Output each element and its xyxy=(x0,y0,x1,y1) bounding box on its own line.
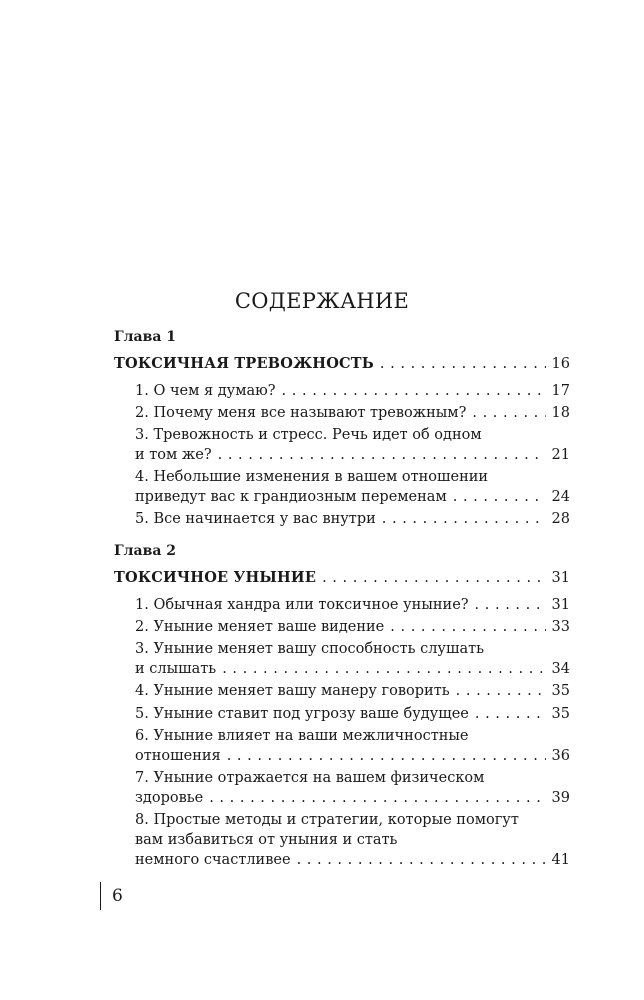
toc-entry-text: 2. Почему меня все называют тревожным? xyxy=(135,405,467,421)
toc-entry-text: 1. О чем я думаю? xyxy=(135,383,276,399)
toc-entry-page: 35 xyxy=(551,706,570,722)
toc-entry-page: 31 xyxy=(551,597,570,613)
toc-entry-2-4[interactable] xyxy=(135,682,570,701)
dot-leader xyxy=(282,382,546,401)
toc-entry-2-7-line-1: 7. Уныние отражается на вашем физическом xyxy=(135,770,485,786)
toc-entry-text: 5. Все начинается у вас внутри xyxy=(135,511,376,527)
toc-entry-page: 24 xyxy=(551,489,570,505)
toc-entry-2-1[interactable] xyxy=(135,596,570,615)
toc-entry-text: отношения xyxy=(135,748,221,764)
page-number: 6 xyxy=(112,886,123,906)
toc-entry-2-7[interactable] xyxy=(135,789,570,808)
toc-entry-2-3-line-1: 3. Уныние меняет вашу способность слушать xyxy=(135,641,484,657)
toc-entry-2-8-line-1: 8. Простые методы и стратегии, которые помогут xyxy=(135,812,519,828)
toc-entry-text: 1. Обычная хандра или токсичное уныние? xyxy=(135,597,469,613)
dot-leader xyxy=(297,851,546,870)
dot-leader xyxy=(382,510,546,529)
toc-entry-2-6[interactable] xyxy=(135,747,570,766)
toc-entry-1-4-line-1: 4. Небольшие изменения в вашем отношении xyxy=(135,469,489,485)
toc-entry-text: и том же? xyxy=(135,447,212,463)
toc-entry-page: 33 xyxy=(551,619,570,635)
toc-entry-2-3[interactable] xyxy=(135,660,570,679)
toc-entry-page: 18 xyxy=(551,405,570,421)
toc-entry-2-8[interactable] xyxy=(135,851,570,870)
toc-entry-2-6-line-1: 6. Уныние влияет на ваши межличностные xyxy=(135,728,469,744)
chapter-2-label: Глава 2 xyxy=(114,543,177,559)
toc-entry-page: 34 xyxy=(551,661,570,677)
toc-entry-1-3-line-1: 3. Тревожность и стресс. Речь идет об одном xyxy=(135,427,482,443)
chapter-1-label: Глава 1 xyxy=(114,329,177,345)
toc-entry-1-2[interactable] xyxy=(135,404,570,423)
toc-entry-page: 35 xyxy=(551,683,570,699)
dot-leader xyxy=(209,789,546,808)
chapter-2-entry[interactable] xyxy=(114,568,570,588)
toc-entry-text: 5. Уныние ставит под угрозу ваше будущее xyxy=(135,706,469,722)
toc-entry-page: 17 xyxy=(551,383,570,399)
toc-entry-1-4[interactable] xyxy=(135,488,570,507)
dot-leader xyxy=(380,355,546,374)
toc-entry-1-5[interactable] xyxy=(135,510,570,529)
page-number-rule xyxy=(100,882,101,910)
toc-entry-text: здоровье xyxy=(135,790,204,806)
toc-entry-text: 2. Уныние меняет ваше видение xyxy=(135,619,385,635)
toc-entry-2-2[interactable] xyxy=(135,618,570,637)
toc-entry-1-3[interactable] xyxy=(135,446,570,465)
toc-entry-text: приведут вас к грандиозным переменам xyxy=(135,489,447,505)
toc-entry-text: и слышать xyxy=(135,661,217,677)
toc-entry-page: 28 xyxy=(551,511,570,527)
dot-leader xyxy=(456,682,546,701)
dot-leader xyxy=(218,446,546,465)
chapter-1-title: ТОКСИЧНАЯ ТРЕВОЖНОСТЬ xyxy=(114,355,374,372)
dot-leader xyxy=(222,660,546,679)
toc-entry-1-1[interactable] xyxy=(135,382,570,401)
chapter-1-entry[interactable] xyxy=(114,354,570,374)
toc-entry-page: 36 xyxy=(551,748,570,764)
chapter-2-title: ТОКСИЧНОЕ УНЫНИЕ xyxy=(114,569,317,586)
toc-entry-page: 41 xyxy=(551,852,570,868)
dot-leader xyxy=(227,747,546,766)
dot-leader xyxy=(322,569,546,588)
dot-leader xyxy=(475,596,546,615)
toc-entry-2-5[interactable] xyxy=(135,705,570,724)
dot-leader xyxy=(475,705,546,724)
chapter-2-page: 31 xyxy=(551,570,570,586)
toc-entry-text: 4. Уныние меняет вашу манеру говорить xyxy=(135,683,450,699)
toc-entry-page: 39 xyxy=(551,790,570,806)
dot-leader xyxy=(453,488,546,507)
toc-entry-page: 21 xyxy=(551,447,570,463)
toc-title: СОДЕРЖАНИЕ xyxy=(234,289,410,313)
toc-entry-text: немного счастливее xyxy=(135,852,291,868)
chapter-1-page: 16 xyxy=(551,356,570,372)
toc-entry-2-8-line-2: вам избавиться от уныния и стать xyxy=(135,832,398,848)
dot-leader xyxy=(390,618,546,637)
dot-leader xyxy=(472,404,546,423)
